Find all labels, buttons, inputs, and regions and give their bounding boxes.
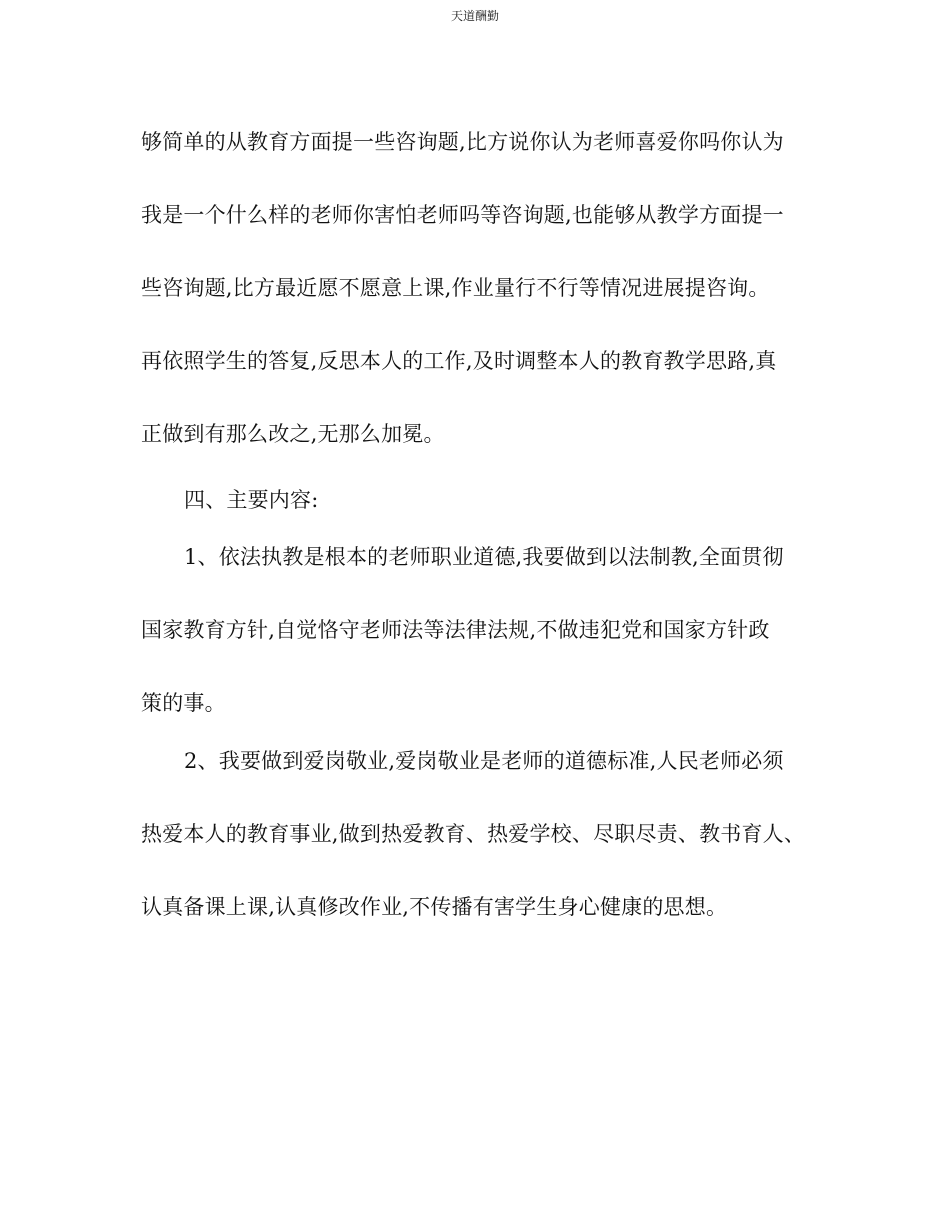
body-line: 国家教育方针,自觉恪守老师法等法律法规,不做违犯党和国家方针政 bbox=[141, 618, 770, 642]
page-header: 天道酬勤 bbox=[450, 9, 499, 23]
body-line: 再依照学生的答复,反思本人的工作,及时调整本人的教育教学思路,真 bbox=[141, 349, 777, 373]
body-line: 1、依法执教是根本的老师职业道德,我要做到以法制教,全面贯彻 bbox=[184, 545, 784, 569]
body-line: 2、我要做到爱岗敬业,爱岗敬业是老师的道德标准,人民老师必须 bbox=[184, 749, 784, 773]
body-line: 策的事。 bbox=[141, 691, 226, 715]
body-line: 够简单的从教育方面提一些咨询题,比方说你认为老师喜爱你吗你认为 bbox=[141, 130, 784, 154]
body-line: 正做到有那么改之,无那么加冕。 bbox=[141, 422, 445, 446]
body-line: 我是一个什么样的老师你害怕老师吗等咨询题,也能够从教学方面提一 bbox=[141, 203, 784, 227]
body-line: 认真备课上课,认真修改作业,不传播有害学生身心健康的思想。 bbox=[141, 895, 728, 919]
section-heading: 四、主要内容: bbox=[184, 488, 319, 512]
body-line: 热爱本人的教育事业,做到热爱教育、热爱学校、尽职尽责、教书育人、 bbox=[141, 822, 806, 846]
body-line: 些咨询题,比方最近愿不愿意上课,作业量行不行等情况进展提咨询。 bbox=[141, 276, 770, 300]
